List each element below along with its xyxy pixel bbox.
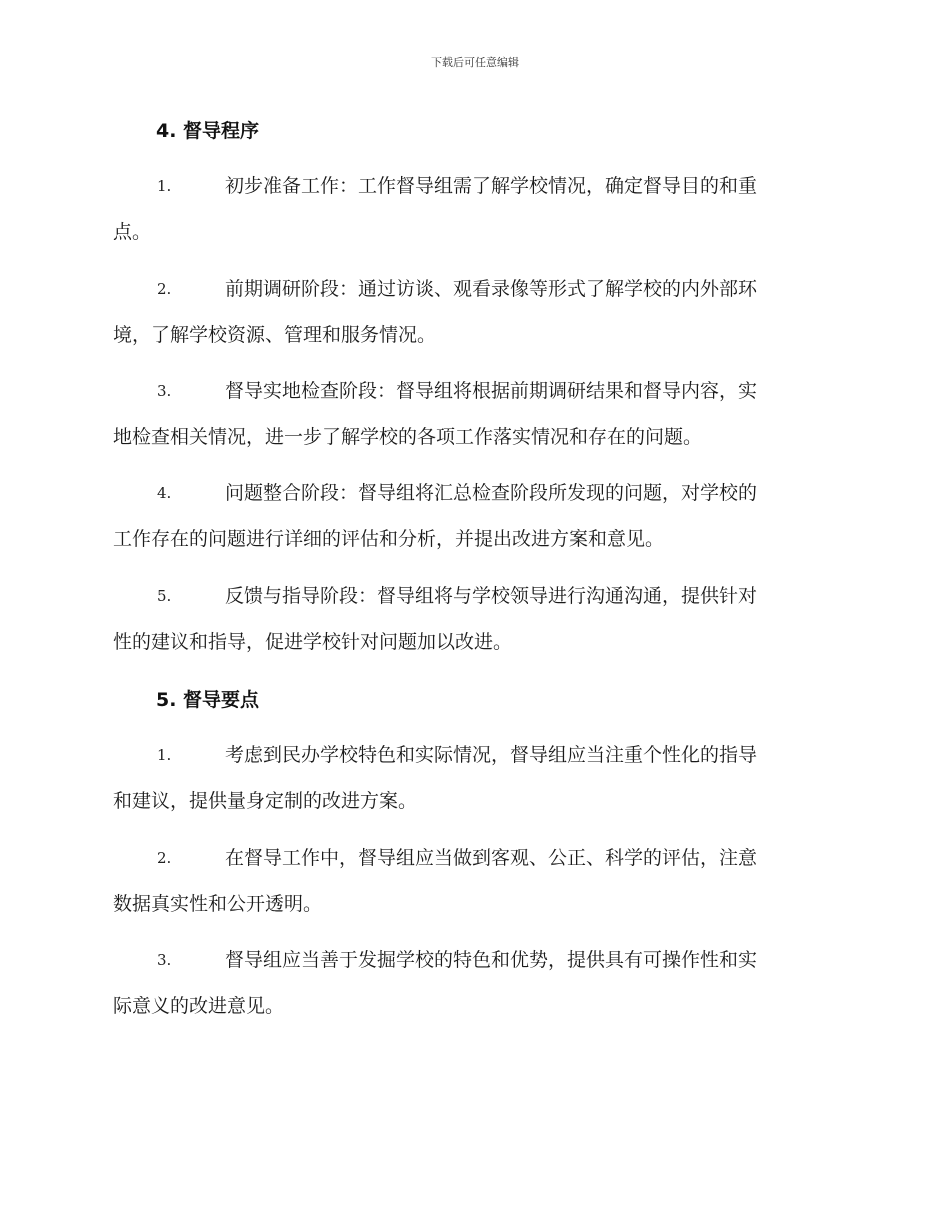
item-text-line1: 督导实地检查阶段：督导组将根据前期调研结果和督导内容，实 [225, 380, 758, 402]
item-number: 1. [157, 177, 172, 195]
item-text-line2: 性的建议和指导，促进学校针对问题加以改进。 [113, 631, 513, 653]
list-item [113, 163, 833, 255]
item-number: 3. [157, 951, 172, 969]
item-text-line2: 工作存在的问题进行详细的评估和分析，并提出改进方案和意见。 [113, 528, 665, 550]
item-text-line1: 督导组应当善于发掘学校的特色和优势，提供具有可操作性和实 [225, 949, 758, 971]
list-item [113, 937, 833, 1029]
item-text-line2: 地检查相关情况，进一步了解学校的各项工作落实情况和存在的问题。 [113, 426, 703, 448]
item-number: 5. [157, 587, 172, 605]
list-item [113, 470, 833, 562]
item-text-line2: 点。 [113, 221, 152, 243]
item-text-line2: 和建议，提供量身定制的改进方案。 [113, 790, 418, 812]
list-item [113, 573, 833, 665]
item-text-line1: 初步准备工作：工作督导组需了解学校情况，确定督导目的和重 [225, 175, 758, 197]
list-item [113, 368, 833, 460]
list-item [113, 835, 833, 927]
item-text-line2: 数据真实性和公开透明。 [113, 893, 323, 915]
section-heading-key-points: 5. 督导要点 [156, 689, 260, 711]
item-number: 4. [157, 484, 172, 502]
item-number: 3. [157, 382, 172, 400]
item-text-line1: 问题整合阶段：督导组将汇总检查阶段所发现的问题，对学校的 [225, 482, 758, 504]
item-text-line1: 前期调研阶段：通过访谈、观看录像等形式了解学校的内外部环 [225, 278, 758, 300]
item-text-line2: 际意义的改进意见。 [113, 995, 285, 1017]
item-text-line1: 反馈与指导阶段：督导组将与学校领导进行沟通沟通，提供针对 [225, 585, 758, 607]
section-heading-procedure: 4. 督导程序 [156, 120, 260, 142]
item-text-line2: 境，了解学校资源、管理和服务情况。 [113, 324, 437, 346]
list-item [113, 732, 833, 824]
item-text-line1: 考虑到民办学校特色和实际情况，督导组应当注重个性化的指导 [225, 744, 758, 766]
item-number: 1. [157, 746, 172, 764]
list-item [113, 266, 833, 358]
item-text-line1: 在督导工作中，督导组应当做到客观、公正、科学的评估，注意 [225, 847, 758, 869]
page-header: 下载后可任意编辑 [431, 56, 519, 69]
item-number: 2. [157, 849, 172, 867]
item-number: 2. [157, 280, 172, 298]
